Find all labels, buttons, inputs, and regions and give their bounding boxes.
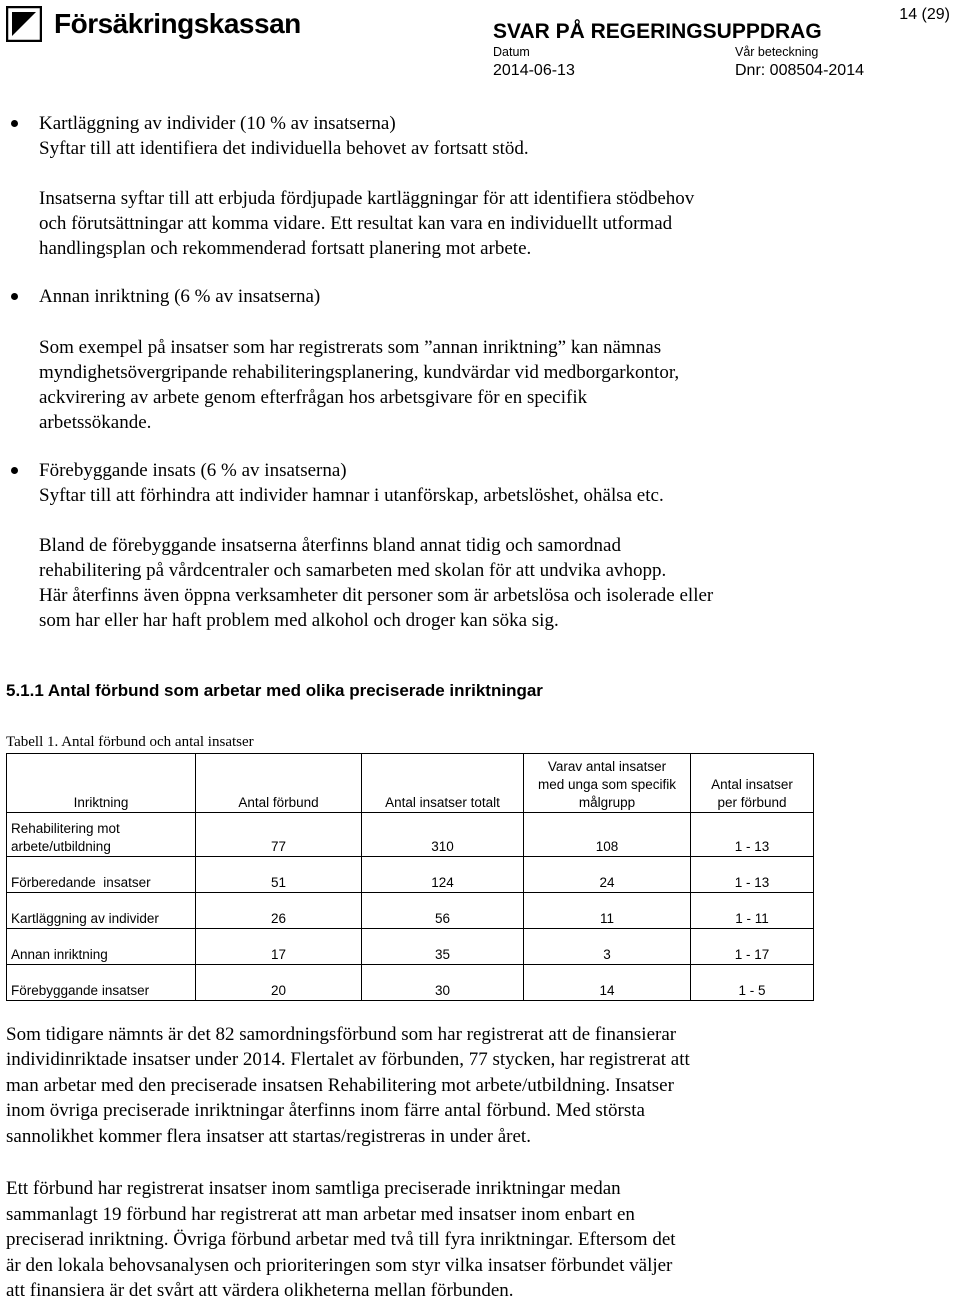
youth-cell: 108 xyxy=(524,813,691,857)
row-label-line: arbete/utbildning xyxy=(11,839,111,854)
youth-cell: 14 xyxy=(524,965,691,1001)
page-number: 14 (29) xyxy=(899,6,950,23)
table-row xyxy=(7,965,814,1001)
document-title: SVAR PÅ REGERINGSUPPDRAG xyxy=(493,20,822,43)
row-label-cell: Kartläggning av individer xyxy=(7,893,196,929)
paragraph-line: inom övriga preciserade inriktningar återfinns inom färre antal förbund. Med största xyxy=(6,1100,645,1121)
total-cell: 35 xyxy=(362,929,524,965)
paragraph-line: Insatserna syftar till att erbjuda fördjupade kartläggningar för att identifiera stödbehov xyxy=(39,188,695,209)
header-cell xyxy=(524,754,691,813)
table-row xyxy=(7,929,814,965)
per-forbund-cell: 1 - 13 xyxy=(691,813,814,857)
paragraph-line: Som tidigare nämnts är det 82 samordningsförbund som har registrerat att de finansierar xyxy=(6,1024,677,1045)
paragraph-line: som har eller har haft problem med alkohol och droger kan söka sig. xyxy=(39,610,559,631)
per-forbund-cell: 1 - 5 xyxy=(691,965,814,1001)
header-cell-line: målgrupp xyxy=(578,795,636,810)
paragraph-line: och förutsättningar att komma vidare. Ett resultat kan vara en individuellt utformad xyxy=(39,213,673,234)
paragraph-line: rehabilitering på vårdcentraler och samarbeten med skolan för att undvika avhopp. xyxy=(39,560,667,581)
header-cell-line: Antal insatser xyxy=(711,777,793,792)
per-forbund-cell: 1 - 11 xyxy=(691,893,814,929)
bullet-subtitle: Syftar till att förhindra att individer hamnar i utanförskap, arbetslöshet, ohälsa etc. xyxy=(39,485,664,506)
paragraph-line: sannolikhet kommer flera insatser att startas/registreras in under året. xyxy=(6,1126,531,1147)
paragraph-line: handlingsplan och rekommenderad fortsatt planering mot arbete. xyxy=(39,238,532,259)
paragraph-line: man arbetar med den preciserade insatsen Rehabilitering mot arbete/utbildning. Insatser xyxy=(6,1075,674,1096)
youth-cell: 3 xyxy=(524,929,691,965)
date-value: 2014-06-13 xyxy=(493,62,575,79)
forbund-cell: 26 xyxy=(196,893,362,929)
row-label-cell: Förebyggande insatser xyxy=(7,965,196,1001)
header-cell: Antal förbund xyxy=(196,754,362,813)
bullet-title: Annan inriktning (6 % av insatserna) xyxy=(39,286,321,307)
section-heading: 5.1.1 Antal förbund som arbetar med olika preciserade inriktningar xyxy=(6,681,543,700)
youth-cell: 24 xyxy=(524,857,691,893)
table-caption: Tabell 1. Antal förbund och antal insatser xyxy=(6,734,254,750)
header-cell-line: med unga som specifik xyxy=(537,777,677,792)
paragraph-line: arbetssökande. xyxy=(39,412,152,433)
row-label-line: Rehabilitering mot xyxy=(11,821,120,836)
total-cell: 30 xyxy=(362,965,524,1001)
reference-label: Vår beteckning xyxy=(735,45,819,59)
per-forbund-cell: 1 - 17 xyxy=(691,929,814,965)
logo xyxy=(6,4,301,44)
table-row xyxy=(7,893,814,929)
per-forbund-cell: 1 - 13 xyxy=(691,857,814,893)
paragraph-line: Bland de förebyggande insatserna återfinns bland annat tidig och samordnad xyxy=(39,535,621,556)
logo-mark-icon xyxy=(6,6,42,42)
bullet-icon xyxy=(11,293,18,300)
data-table xyxy=(6,753,814,1001)
date-label: Datum xyxy=(493,45,530,59)
table-header-row xyxy=(7,754,814,813)
forbund-cell: 17 xyxy=(196,929,362,965)
header-cell: Inriktning xyxy=(7,754,196,813)
header-cell-line: per förbund xyxy=(717,795,787,810)
forbund-cell: 77 xyxy=(196,813,362,857)
bullet-title: Kartläggning av individer (10 % av insatserna) xyxy=(39,113,396,134)
total-cell: 310 xyxy=(362,813,524,857)
total-cell: 124 xyxy=(362,857,524,893)
logo-text: Försäkringskassan xyxy=(54,8,301,39)
row-label-cell: Annan inriktning xyxy=(7,929,196,965)
bullet-icon xyxy=(11,120,18,127)
paragraph-line: ackvirering av arbete genom efterfrågan hos arbetsgivare för en specifik xyxy=(39,387,588,408)
table-row xyxy=(7,857,814,893)
header-cell xyxy=(691,754,814,813)
total-cell: 56 xyxy=(362,893,524,929)
bullet-subtitle: Syftar till att identifiera det individuella behovet av fortsatt stöd. xyxy=(39,138,529,159)
paragraph-line: att finansiera är det svårt att värdera olikheterna mellan förbunden. xyxy=(6,1280,514,1301)
paragraph-line: individinriktade insatser under 2014. Flertalet av förbunden, 77 stycken, har registrerat att xyxy=(6,1049,690,1070)
paragraph-line: Som exempel på insatser som har registrerats som ”annan inriktning” kan nämnas xyxy=(39,337,662,358)
paragraph-line: preciserad inriktning. Övriga förbund arbetar med två till fyra inriktningar. Eftersom det xyxy=(6,1229,676,1250)
youth-cell: 11 xyxy=(524,893,691,929)
paragraph-line: Här återfinns även öppna verksamheter dit personer som är arbetslösa och isolerade eller xyxy=(39,585,714,606)
header-cell: Antal insatser totalt xyxy=(362,754,524,813)
bullet-title: Förebyggande insats (6 % av insatserna) xyxy=(39,460,347,481)
forbund-cell: 51 xyxy=(196,857,362,893)
paragraph-line: är den lokala behovsanalysen och prioriteringen som styr vilka insatser förbundet väljer xyxy=(6,1255,673,1276)
row-label-cell xyxy=(7,813,196,857)
paragraph-line: sammanlagt 19 förbund har registrerat att man arbetar med insatser inom enbart en xyxy=(6,1204,635,1225)
row-label-cell: Förberedande insatser xyxy=(7,857,196,893)
forbund-cell: 20 xyxy=(196,965,362,1001)
header-cell-line: Varav antal insatser xyxy=(547,759,667,774)
paragraph-line: Ett förbund har registrerat insatser inom samtliga preciserade inriktningar medan xyxy=(6,1178,621,1199)
bullet-icon xyxy=(11,467,18,474)
reference-value: Dnr: 008504-2014 xyxy=(735,62,864,79)
table-row xyxy=(7,813,814,857)
paragraph-line: myndighetsövergripande rehabiliteringsplanering, kundvärdar vid medborgarkontor, xyxy=(39,362,680,383)
